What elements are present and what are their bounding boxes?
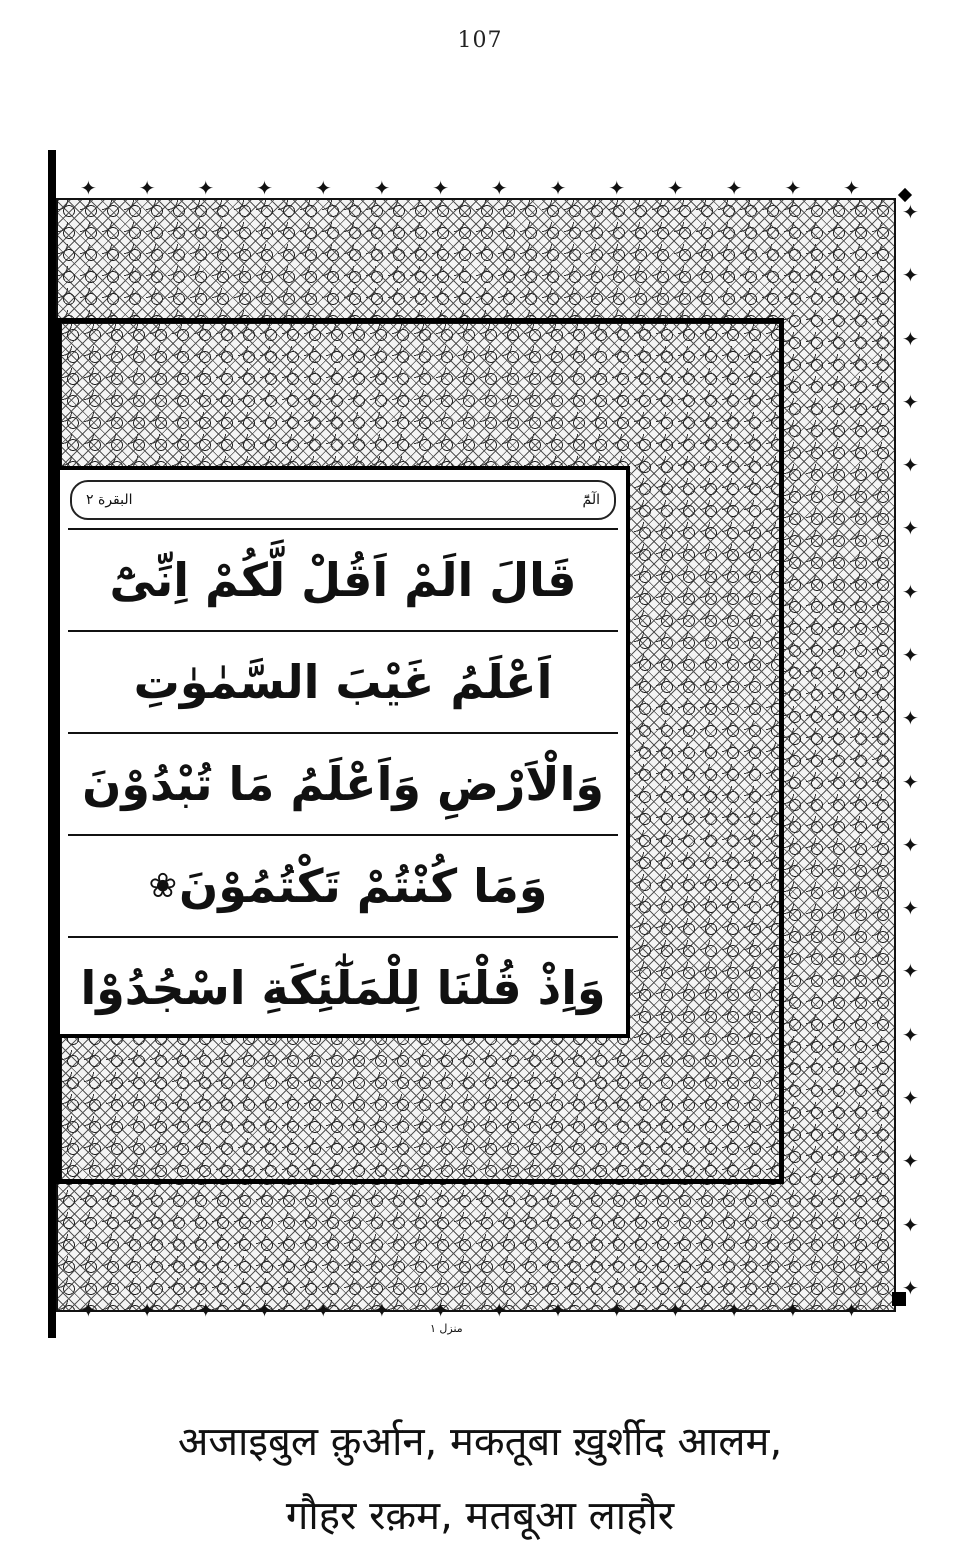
star-icon: ✦	[902, 453, 919, 478]
juz-label: الٓمّٓ	[582, 492, 600, 508]
star-icon: ✦	[490, 176, 508, 200]
calligraphy-panel	[56, 466, 630, 1038]
star-icon: ✦	[902, 1149, 919, 1174]
star-icon: ✦	[549, 1298, 567, 1322]
star-icon: ✦	[902, 263, 919, 288]
star-icon: ✦	[490, 1298, 508, 1322]
star-icon: ✦	[197, 176, 215, 200]
star-icon: ✦	[902, 516, 919, 541]
star-icon: ✦	[902, 1085, 919, 1110]
verse-end-rosette-icon: ❀	[148, 866, 179, 906]
star-icon: ✦	[902, 200, 919, 224]
star-icon: ✦	[608, 176, 626, 200]
star-icon: ✦	[608, 1298, 626, 1322]
star-icon: ✦	[432, 1298, 449, 1322]
verse-line	[68, 630, 618, 732]
star-icon: ✦	[197, 1298, 215, 1322]
star-icon: ✦	[80, 176, 97, 200]
star-icon: ✦	[902, 1022, 919, 1047]
star-icon: ✦	[256, 176, 273, 200]
star-icon: ✦	[843, 176, 860, 200]
star-icon: ✦	[902, 832, 919, 857]
star-icon: ✦	[902, 959, 919, 984]
star-icon: ✦	[138, 1298, 156, 1322]
star-icon: ✦	[902, 1212, 919, 1237]
star-icon: ✦	[314, 176, 332, 200]
verse-line	[68, 936, 618, 1038]
surah-header-strip	[70, 480, 616, 520]
verse-text: وَاِذْ قُلْنَا لِلْمَلٰٓئِكَةِ اسْجُدُوْا	[80, 961, 606, 1015]
surah-name-label: البقرة ٢	[86, 492, 133, 508]
star-icon: ✦	[784, 176, 802, 200]
verse-line	[68, 834, 618, 936]
star-icon: ✦	[725, 176, 743, 200]
star-icon: ✦	[902, 579, 919, 604]
star-icon: ✦	[902, 706, 919, 731]
verse-text: وَمَا كُنْتُمْ تَكْتُمُوْنَ	[179, 859, 548, 913]
verse-text: اَعْلَمُ غَيْبَ السَّمٰوٰتِ	[133, 655, 553, 709]
star-icon: ✦	[843, 1298, 860, 1322]
verse-text: قَالَ الَمْ اَقُلْ لَّكُمْ اِنِّىْٓ	[109, 553, 577, 607]
star-icon: ✦	[667, 176, 684, 200]
star-icon: ✦	[902, 326, 919, 351]
verse-line	[68, 528, 618, 630]
caption-line-1: अजाइबुल क़ुर्आन, मकतूबा ख़ुर्शीद आलम,	[177, 1419, 783, 1465]
star-icon: ✦	[667, 1298, 684, 1322]
star-icon: ✦	[902, 896, 919, 921]
star-icon: ✦	[902, 642, 919, 667]
star-icon: ✦	[549, 176, 567, 200]
star-icon: ✦	[784, 1298, 802, 1322]
star-icon: ✦	[725, 1298, 743, 1322]
star-icon: ✦	[373, 176, 391, 200]
star-icon: ✦	[80, 1298, 97, 1322]
star-icon: ✦	[256, 1298, 273, 1322]
stars-right-column	[902, 200, 922, 1300]
star-icon: ✦	[902, 769, 919, 794]
stars-top-row	[80, 176, 860, 200]
stars-bottom-row	[80, 1298, 860, 1322]
star-icon: ✦	[902, 389, 919, 414]
verse-line	[68, 732, 618, 834]
left-vertical-rule	[48, 150, 56, 1338]
verse-lines	[68, 528, 618, 1026]
star-icon: ✦	[902, 1275, 919, 1300]
star-icon: ✦	[373, 1298, 391, 1322]
manzil-label: منزل ١	[430, 1322, 463, 1335]
star-icon: ✦	[432, 176, 449, 200]
star-icon: ✦	[314, 1298, 332, 1322]
page-number: 107	[457, 28, 503, 53]
verse-text: وَالْاَرْضِ وَاَعْلَمُ مَا تُبْدُوْنَ	[82, 757, 604, 811]
star-icon: ✦	[138, 176, 156, 200]
caption-line-2: गौहर रक़म, मतबूआ लाहौर	[285, 1493, 675, 1539]
